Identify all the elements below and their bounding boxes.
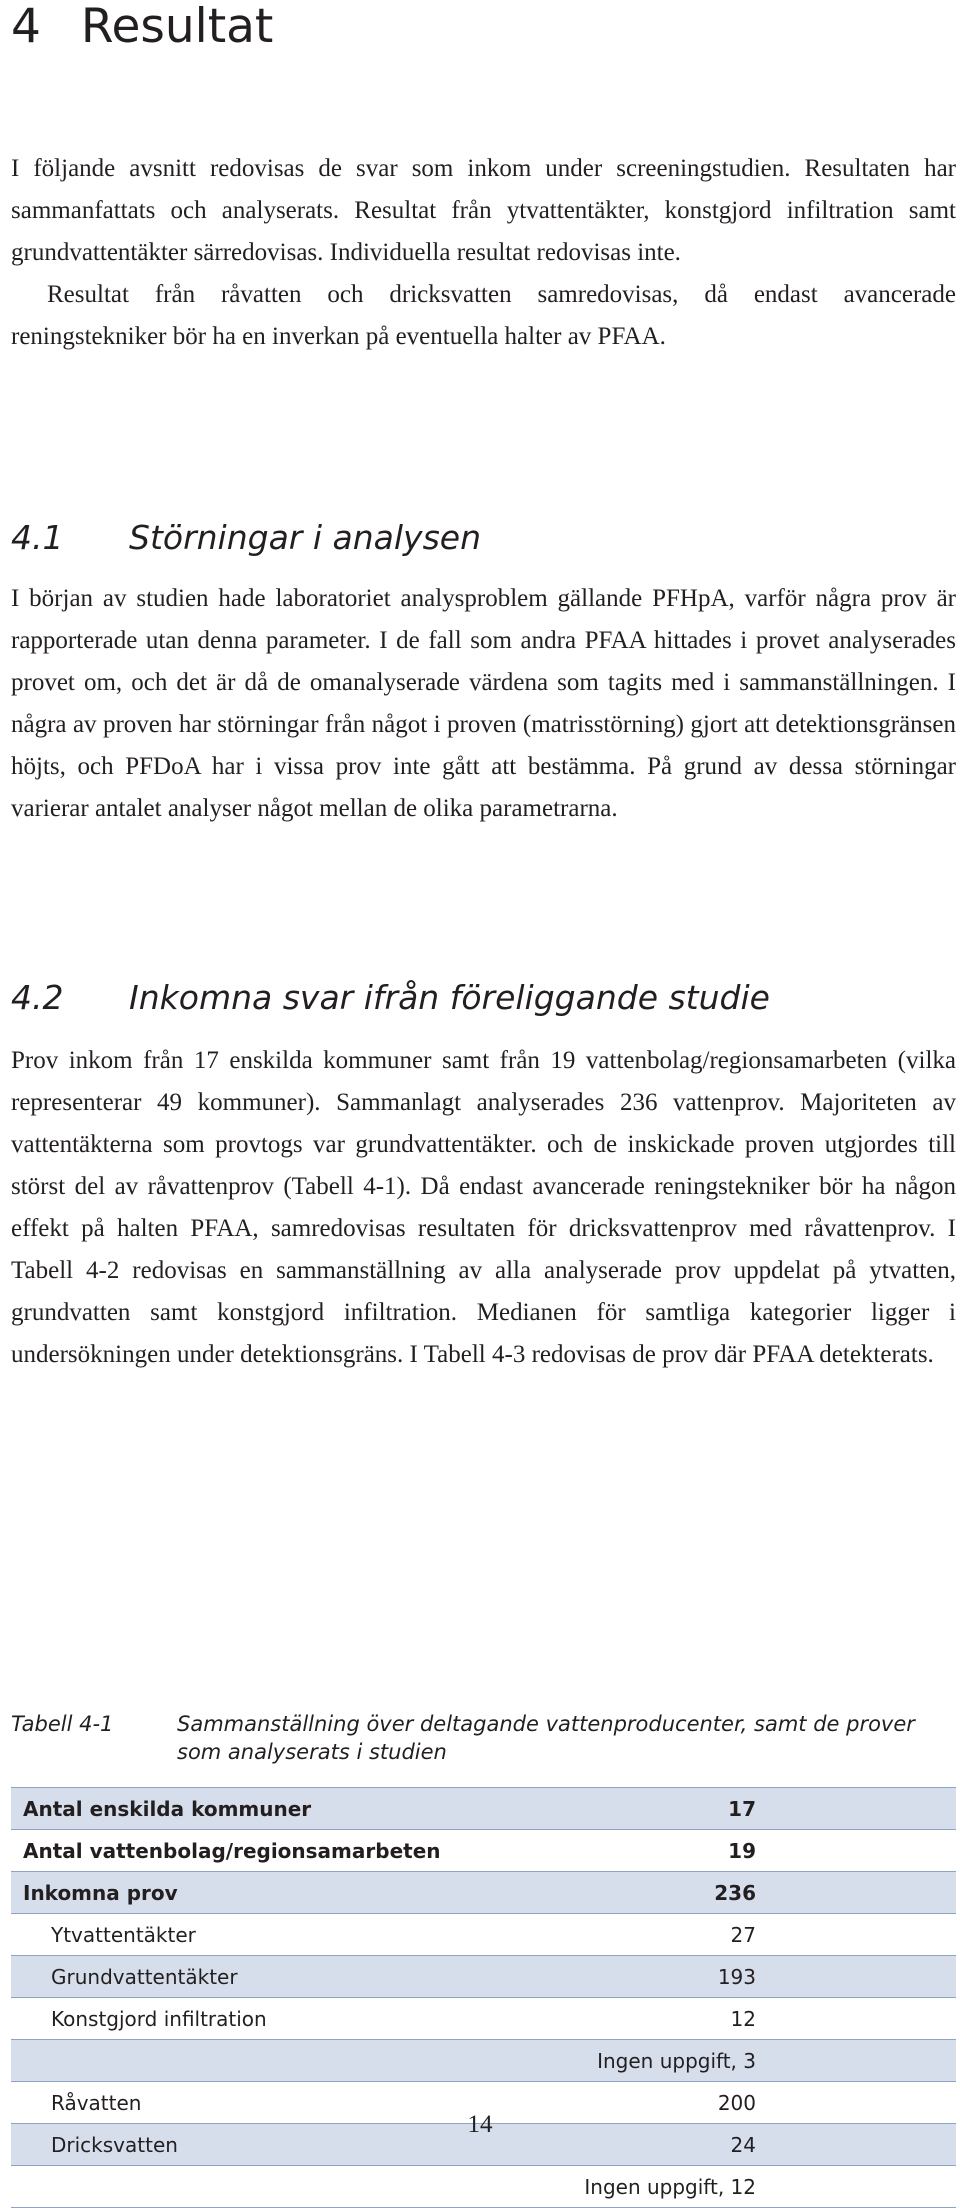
- page-number: 14: [467, 2111, 493, 2138]
- chapter-heading: [11, 0, 273, 54]
- row-label: Inkomna prov: [11, 1872, 546, 1914]
- row-label: Dricksvatten: [11, 2124, 546, 2166]
- table-label: Tabell 4-1: [11, 1712, 114, 1736]
- section-number: 4.2: [11, 978, 64, 1017]
- row-label: Råvatten: [51, 2090, 142, 2115]
- table-caption: Sammanställning över deltagande vattenproducenter, samt de prover som analyserats i studien: [177, 1712, 915, 1764]
- chapter-number: 4: [11, 0, 41, 54]
- row-value: 24: [546, 2124, 956, 2166]
- row-value: 193: [546, 1956, 956, 1998]
- row-label: Antal enskilda kommuner: [11, 1788, 546, 1830]
- section-number: 4.1: [11, 518, 64, 557]
- section-title: Inkomna svar ifrån föreliggande studie: [129, 978, 770, 1017]
- row-value: Ingen uppgift, 3: [546, 2040, 956, 2082]
- row-value: 27: [730, 1922, 756, 1947]
- row-value: 236: [546, 1872, 956, 1914]
- table-row: [11, 2040, 956, 2082]
- section-heading-4-1: [11, 518, 481, 558]
- row-label: Grundvattentäkter: [11, 1956, 546, 1998]
- row-value: 17: [546, 1788, 956, 1830]
- table-row: [11, 1830, 956, 1872]
- section-4-2-body: Prov inkom från 17 enskilda kommuner samt från 19 vattenbolag/regionsamarbeten (vilka representerar 49 kommuner). Sammanlagt analyserades 236 vattenprov. Majoriteten av vattentäkterna som provtogs var grundvattentäkter. och de inskickade proven utgjordes till störst del av råvattenprov (Tabell 4-1). Då endast avancerade reningstekniker bör ha någon effekt på halten PFAA, samredovisas resultaten för dricksvattenprov med råvattenprov. I Tabell 4-2 redovisas en sammanställning av alla analyserade prov uppdelat på ytvatten, grundvatten samt konstgjord infiltration. Medianen för samtliga kategorier ligger i undersökningen under detektionsgräns. I Tabell 4-3 redovisas de prov där PFAA detekterats.: [11, 1047, 956, 1368]
- row-value: 12: [730, 2006, 756, 2031]
- table-row: [11, 2166, 956, 2208]
- intro-paragraph-1: I följande avsnitt redovisas de svar som inkom under screeningstudien. Resultaten har sammanfattats och analyserats. Resultat från ytvattentäkter, konstgjord infiltration samt grundvattentäkter särredovisas. Individuella resultat redovisas inte.: [11, 155, 956, 266]
- row-label: Konstgjord infiltration: [51, 2006, 267, 2031]
- row-label: [11, 2040, 546, 2082]
- summary-table: [11, 1787, 956, 2208]
- table-row: [11, 1788, 956, 1830]
- row-label: [11, 2166, 546, 2208]
- row-value: 19: [728, 1838, 756, 1863]
- row-label: Ytvattentäkter: [51, 1922, 196, 1947]
- table-row: [11, 1998, 956, 2040]
- intro-paragraph-2: Resultat från råvatten och dricksvatten samredovisas, då endast avancerade reningstekniker bör ha en inverkan på eventuella halter av PFAA.: [11, 281, 956, 350]
- table-row: [11, 1872, 956, 1914]
- chapter-title: Resultat: [80, 0, 274, 54]
- table-row: [11, 1914, 956, 1956]
- row-label: Antal vattenbolag/regionsamarbeten: [23, 1838, 441, 1863]
- row-value: 200: [717, 2090, 756, 2115]
- row-value: Ingen uppgift, 12: [584, 2174, 756, 2199]
- section-4-1-body: I början av studien hade laboratoriet analysproblem gällande PFHpA, varför några prov är rapporterade utan denna parameter. I de fall som andra PFAA hittades i provet analyserades provet om, och det är då de omanalyserade värdena som tagits med i sammanställningen. I några av proven har störningar från något i proven (matrisstörning) gjort att detektionsgränsen höjts, och PFDoA har i vissa prov inte gått att bestämma. På grund av dessa störningar varierar antalet analyser något mellan de olika parametrarna.: [11, 585, 956, 822]
- section-title: Störningar i analysen: [129, 518, 481, 557]
- table-row: [11, 1956, 956, 1998]
- section-heading-4-2: [11, 978, 770, 1018]
